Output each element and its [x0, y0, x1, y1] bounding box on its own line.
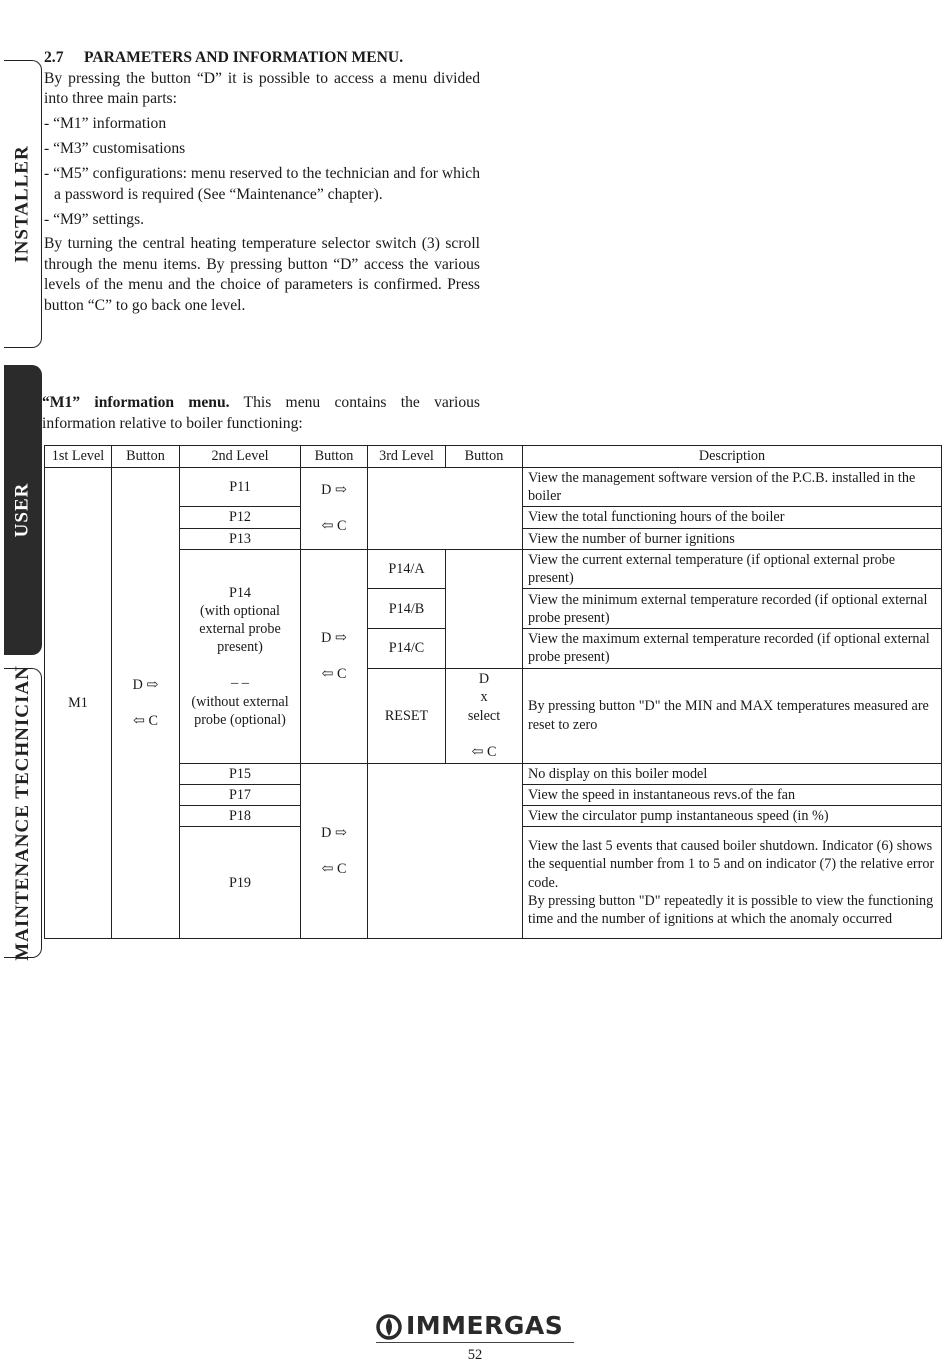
- p15-description: No display on this boiler model: [523, 763, 942, 784]
- p18-description: View the circulator pump instantaneous speed (in %): [523, 806, 942, 827]
- p14-button-cell: [301, 549, 368, 763]
- menu-item-m3: - “M3” customisations: [44, 140, 186, 157]
- button-forward-label: D ⇨: [132, 677, 159, 694]
- reset-description: By pressing button "D" the MIN and MAX temperatures measured are reset to zero: [523, 668, 942, 763]
- p19-description: [523, 827, 942, 939]
- p13-description: View the number of burner ignitions: [523, 528, 942, 549]
- header-3rd-level: 3rd Level: [368, 446, 446, 468]
- p18-cell: P18: [180, 806, 301, 827]
- reset-button-line: ⇦ C: [471, 743, 497, 760]
- p15-cell: P15: [180, 763, 301, 784]
- p11-description: View the management software version of the P.C.B. installed in the boiler: [523, 468, 942, 507]
- header-description: Description: [523, 446, 942, 468]
- header-button-3: Button: [446, 446, 523, 468]
- reset-button-cell: [446, 668, 523, 763]
- section-heading: [44, 48, 480, 69]
- section-intro-text: By pressing the button “D” it is possible to access a menu divided into three main parts:: [44, 69, 480, 107]
- p17-cell: P17: [180, 784, 301, 805]
- m1-intro-bold: “M1” information menu.: [42, 394, 230, 411]
- button-back-label: ⇦ C: [321, 666, 347, 683]
- reset-button-line: select: [467, 707, 501, 724]
- user-tab: [4, 365, 42, 655]
- p14c-cell: P14/C: [368, 629, 446, 668]
- section-intro: [44, 48, 480, 316]
- m1-intro-text: This menu contains the various information relative to boiler functioning:: [42, 394, 480, 432]
- p11-p13-button-cell: [301, 468, 368, 550]
- table-row: [45, 763, 942, 784]
- p11-cell: P11: [180, 468, 301, 507]
- p12-cell: P12: [180, 507, 301, 528]
- p17-description: View the speed in instantaneous revs.of the fan: [523, 784, 942, 805]
- p14-line: – –: [231, 675, 249, 692]
- p13-cell: P13: [180, 528, 301, 549]
- reset-cell: RESET: [368, 668, 446, 763]
- header-1st-level: 1st Level: [45, 446, 112, 468]
- p19-description-part: View the last 5 events that caused boiler shutdown. Indicator (6) shows the sequential number from 1 to 5 and on indicator (7) the relative error code.: [528, 838, 935, 891]
- logo-text: IMMERGAS: [406, 1311, 564, 1340]
- p14-line: (without external: [191, 693, 289, 710]
- m1-parameters-table: [44, 445, 942, 939]
- footer-rule: [376, 1342, 574, 1343]
- immergas-logo: [376, 1313, 574, 1343]
- m1-intro: [42, 393, 480, 434]
- p14a-description: View the current external temperature (if optional external probe present): [523, 549, 942, 588]
- p19-description-part: By pressing button "D" repeatedly it is possible to view the functioning time and the number of ignitions at which the anomaly occurred: [528, 892, 934, 928]
- reset-button-line: x: [480, 689, 488, 706]
- section-title: PARAMETERS AND INFORMATION MENU.: [84, 49, 404, 66]
- p12-description: View the total functioning hours of the boiler: [523, 507, 942, 528]
- button-forward-label: D ⇨: [321, 824, 347, 841]
- menu-item-m5: - “M5” configurations: menu reserved to the technician and for which a password is required (See “Maintenance” chapter).: [44, 165, 480, 203]
- maintenance-tab: [4, 665, 42, 961]
- p15-p19-button-cell: [301, 763, 368, 939]
- level1-button-cell: [112, 468, 180, 939]
- menu-item-m1: - “M1” information: [44, 115, 167, 132]
- button-back-label: ⇦ C: [321, 860, 347, 877]
- user-tab-label: USER: [11, 482, 33, 538]
- p14-line: external probe: [199, 620, 281, 637]
- button-back-label: ⇦ C: [321, 518, 347, 535]
- table-header-row: [45, 446, 942, 468]
- reset-button-line: D: [478, 671, 490, 688]
- table-row: [45, 549, 942, 588]
- p14-line: present): [217, 639, 263, 656]
- p19-cell: P19: [180, 827, 301, 939]
- p14-line: probe (optional): [194, 711, 286, 728]
- maintenance-tab-label: MAINTENANCE TECHNICIAN: [11, 665, 33, 961]
- p14-line: P14: [228, 584, 252, 601]
- page-number: 52: [467, 1347, 483, 1363]
- menu-item-m9: - “M9” settings.: [44, 210, 145, 228]
- empty-3rd-level-cell: [368, 468, 523, 550]
- button-back-label: ⇦ C: [133, 713, 158, 730]
- p14b-description: View the minimum external temperature recorded (if optional external probe present): [523, 589, 942, 629]
- section-paragraph: By turning the central heating temperature selector switch (3) scroll through the menu items. By pressing button “D” access the various levels of the menu and the choice of parameters is confirmed. Press button “C” to go back one level.: [44, 235, 480, 314]
- button-forward-label: D ⇨: [321, 630, 347, 647]
- button-forward-label: D ⇨: [321, 482, 347, 499]
- table-row: [45, 468, 942, 507]
- p14-line: (with optional: [200, 602, 280, 619]
- level1-cell: M1: [45, 468, 112, 939]
- section-number: 2.7: [44, 49, 64, 66]
- p14b-cell: P14/B: [368, 589, 446, 629]
- p14-cell: [180, 549, 301, 763]
- header-button-1: Button: [112, 446, 180, 468]
- installer-tab-label: INSTALLER: [11, 145, 33, 263]
- header-button-2: Button: [301, 446, 368, 468]
- p14a-cell: P14/A: [368, 549, 446, 588]
- p14c-description: View the maximum external temperature recorded (if optional external probe present): [523, 629, 942, 668]
- empty-3rd-level-cell: [368, 763, 523, 939]
- header-2nd-level: 2nd Level: [180, 446, 301, 468]
- empty-3rd-button-cell: [446, 549, 523, 668]
- installer-tab: [4, 60, 42, 348]
